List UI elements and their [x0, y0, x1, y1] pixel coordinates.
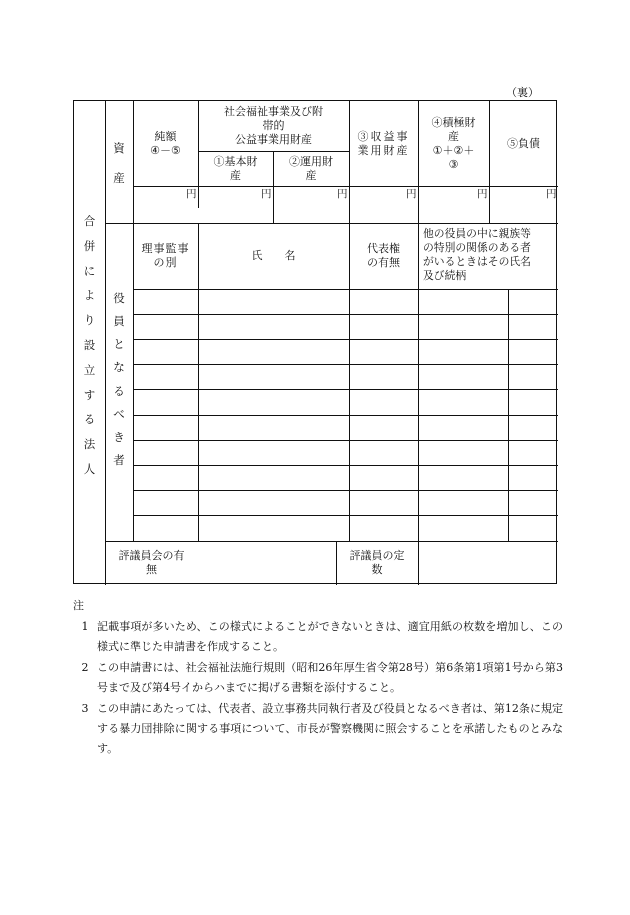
- merged-corporation-label: 合 併 に よ り 設 立 す る 法 人: [83, 214, 96, 476]
- officers-label: 役 員 と な る べ き 者: [113, 291, 125, 467]
- note-number: 2: [81, 661, 89, 674]
- rule: [133, 490, 558, 491]
- net-amount-header: 純額 ④－⑤: [150, 129, 181, 157]
- liabilities-header: ⑤負債: [507, 136, 540, 150]
- note-item: [73, 699, 563, 759]
- councilors-count-label: 評議員の定 数: [349, 549, 405, 576]
- public-service-property-header: 社会福祉事業及び附 帯的 公益事業用財産: [224, 105, 323, 146]
- note-text: 記載事項が多いため、この様式によることができないときは、適宜用紙の枚数を増加し、この様式に準じた申請書を作成すること。: [97, 620, 563, 653]
- note-text: この申請書には、社会福祉法施行規則（昭和26年厚生省令第28号）第6条第1項第1号から第3号まで及び第4号イからハまでに掲げる書類を添付すること。: [97, 661, 563, 694]
- yen-unit: 円: [406, 188, 417, 200]
- rule: [133, 289, 558, 290]
- rule: [133, 186, 558, 187]
- yen-unit: 円: [261, 188, 272, 200]
- relatives-header: 他の役員の中に親族等 の特別の関係のある者 がいるときはその氏名 及び続柄: [423, 227, 531, 282]
- councilors-existence-label: 評議員会の有 無: [118, 549, 185, 576]
- yen-unit: 円: [186, 188, 197, 200]
- yen-unit: 円: [546, 188, 557, 200]
- note-number: 1: [81, 620, 89, 633]
- rule: [133, 440, 558, 441]
- rule: [133, 314, 558, 315]
- note-item: [73, 617, 563, 657]
- profit-property-header: ③収益事 業用財産: [357, 129, 410, 157]
- rule: [133, 339, 558, 340]
- basic-property-header: ①基本財 産: [213, 154, 258, 182]
- note-text: この申請にあたっては、代表者、設立事務共同執行者及び役員となるべき者は、第12条に規定する暴力団排除に関する事項について、市長が警察機関に照会することを承諾したものとみなす。: [97, 702, 563, 755]
- note-number: 3: [81, 702, 89, 715]
- assets-label: 資 産: [113, 141, 125, 185]
- note-item: [73, 658, 563, 698]
- notes-heading: 注: [73, 599, 84, 612]
- operating-property-header: ②運用財 産: [289, 154, 333, 182]
- rule: [133, 415, 558, 416]
- rule: [133, 515, 558, 516]
- page-mark: （裏）: [506, 86, 539, 99]
- total-property-header: ④積極財 産 ①＋②＋ ③: [431, 115, 476, 171]
- rule: [133, 465, 558, 466]
- yen-unit: 円: [477, 188, 488, 200]
- name-header: 氏 名: [251, 249, 296, 262]
- notes-section: [73, 596, 563, 759]
- application-form-table: [73, 100, 557, 584]
- role-header: 理事監事 の別: [141, 242, 190, 269]
- rule: [133, 364, 558, 365]
- representative-header: 代表権 の有無: [367, 242, 400, 269]
- rule: [133, 389, 558, 390]
- yen-unit: 円: [337, 188, 348, 200]
